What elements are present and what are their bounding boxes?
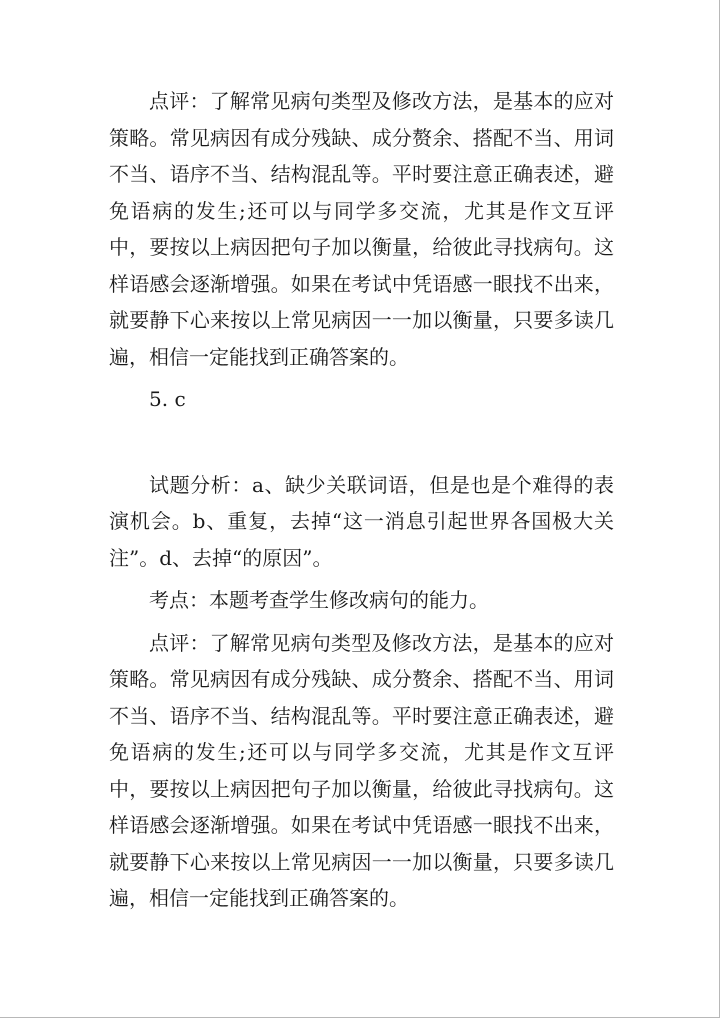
analysis-paragraph: 试题分析：a、缺少关联词语，但是也是个难得的表演机会。b、重复，去掉“这一消息引起世界各国极大关注”。d、去掉“的原因”。 — [109, 472, 614, 570]
exam-point-paragraph: 考点：本题考查学生修改病句的能力。 — [149, 588, 489, 612]
answer-line: 5. c — [149, 387, 186, 411]
comment-paragraph: 点评：了解常见病句类型及修改方法，是基本的应对策略。常见病因有成分残缺、成分赘余、搭配不当、用词不当、语序不当、结构混乱等。平时要注意正确表述，避免语病的发生;还可以与同学多交流，尤其是作文互评中，要按以上病因把句子加以衡量，给彼此寻找病句。这样语感会逐渐增强。如果在考试中凭语感一眼找不出来，就要静下心来按以上常见病因一一加以衡量，只要多读几遍，相信一定能找到正确答案的。 — [109, 89, 614, 369]
comment-paragraph-repeat: 点评：了解常见病句类型及修改方法，是基本的应对策略。常见病因有成分残缺、成分赘余、搭配不当、用词不当、语序不当、结构混乱等。平时要注意正确表述，避免语病的发生;还可以与同学多交流，尤其是作文互评中，要按以上病因把句子加以衡量，给彼此寻找病句。这样语感会逐渐增强。如果在考试中凭语感一眼找不出来，就要静下心来按以上常见病因一一加以衡量，只要多读几遍，相信一定能找到正确答案的。 — [109, 630, 614, 910]
document-body — [109, 83, 614, 917]
